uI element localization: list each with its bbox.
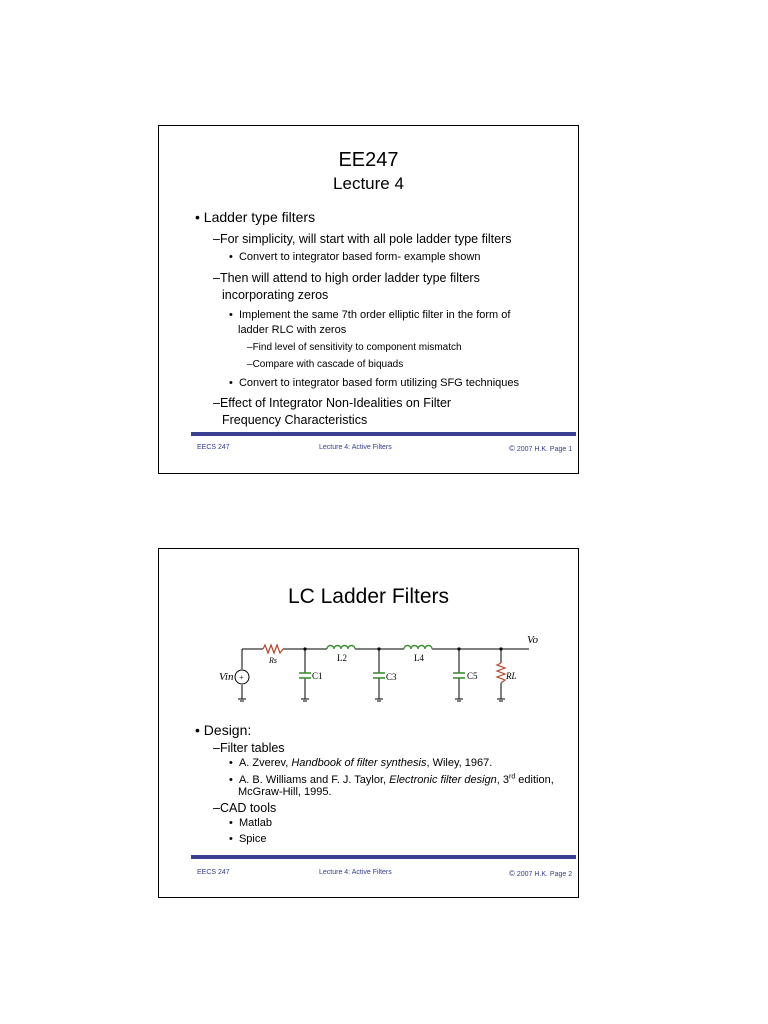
- bullet-text: Design:: [203, 722, 252, 738]
- ref-book-title: Electronic filter design: [389, 774, 497, 786]
- footer-lecture: Lecture 4: Active Filters: [319, 869, 392, 876]
- footer-rule: [191, 432, 576, 436]
- bullet-text: Filter tables: [219, 741, 285, 755]
- label-c1: C1: [312, 671, 323, 681]
- footer-course: EECS 247: [197, 869, 230, 876]
- bullet-text: Matlab: [238, 817, 272, 829]
- bullet-level3: • Spice: [229, 833, 267, 845]
- bullet-continuation: Frequency Characteristics: [222, 413, 368, 427]
- slide-subtitle: Lecture 4: [333, 174, 404, 193]
- label-l2: L2: [337, 653, 347, 663]
- bullet-level3: • Convert to integrator based form- example shown: [229, 251, 481, 263]
- inductor-l2: [327, 646, 355, 650]
- slide-2: [158, 548, 579, 898]
- bullet-level2: –Filter tables: [213, 741, 285, 755]
- ref-author: A. Zverev,: [238, 757, 292, 769]
- bullet-level2: –For simplicity, will start with all pole ladder type filters: [213, 232, 512, 246]
- capacitor-c5: [453, 673, 465, 678]
- label-l4: L4: [414, 653, 424, 663]
- bullet-text: Compare with cascade of biquads: [252, 359, 404, 370]
- bullet-continuation: incorporating zeros: [222, 288, 329, 302]
- label-rs: Rs: [269, 656, 277, 665]
- label-vo: Vo: [527, 634, 538, 646]
- bullet-level3: • Implement the same 7th order elliptic filter in the form of: [229, 309, 511, 321]
- ref-publisher: , Wiley, 1967.: [426, 757, 493, 769]
- bullet-text: Effect of Integrator Non-Idealities on Filter: [219, 396, 452, 410]
- bullet-continuation: ladder RLC with zeros: [238, 324, 347, 336]
- bullet-text: Implement the same 7th order elliptic filter in the form of: [238, 309, 511, 321]
- bullet-text: CAD tools: [219, 801, 277, 815]
- bullet-level1: • Design:: [195, 722, 252, 738]
- footer-lecture: Lecture 4: Active Filters: [319, 444, 392, 451]
- bullet-level2: –Then will attend to high order ladder type filters: [213, 271, 480, 285]
- bullet-text: For simplicity, will start with all pole ladder type filters: [219, 232, 512, 246]
- bullet-level3: • Matlab: [229, 817, 272, 829]
- bullet-level3: • Convert to integrator based form utilizing SFG techniques: [229, 377, 519, 389]
- footer-page-text: 2007 H.K. Page 2: [516, 871, 573, 878]
- ref-edition-suffix: rd: [509, 773, 516, 781]
- footer-course: EECS 247: [197, 444, 230, 451]
- ref-book-title: Handbook of filter synthesis: [291, 757, 427, 769]
- label-c3: C3: [386, 672, 397, 682]
- slide-title: LC Ladder Filters: [287, 585, 450, 608]
- bullet-level4: –Compare with cascade of biquads: [247, 359, 404, 370]
- lc-ladder-circuit-diagram: [159, 627, 578, 717]
- bullet-level4: –Find level of sensitivity to component mismatch: [247, 342, 462, 353]
- bullet-text: Spice: [238, 833, 267, 845]
- bullet-continuation: McGraw-Hill, 1995.: [238, 786, 332, 798]
- ref-author: A. B. Williams and F. J. Taylor,: [238, 774, 390, 786]
- bullet-level2: –CAD tools: [213, 801, 277, 815]
- capacitor-c1: [299, 673, 311, 678]
- svg-text:+: +: [239, 673, 244, 682]
- resistor-rs: [263, 645, 283, 653]
- bullet-text: Find level of sensitivity to component mismatch: [252, 342, 462, 353]
- capacitor-c3: [373, 673, 385, 678]
- ref-edition: , 3: [496, 774, 509, 786]
- slide-1: [158, 125, 579, 474]
- footer-page: [509, 444, 572, 453]
- bullet-text: Then will attend to high order ladder type filters: [219, 271, 480, 285]
- bullet-level3-reference: • A. B. Williams and F. J. Taylor, Electronic filter design, 3rd edition,: [229, 773, 554, 786]
- footer-page-text: 2007 H.K. Page 1: [516, 446, 573, 453]
- copyright-icon: ©: [509, 444, 515, 453]
- footer-rule: [191, 855, 576, 859]
- bullet-text: Convert to integrator based form utilizing SFG techniques: [238, 377, 519, 389]
- slide-title: EE247: [338, 149, 399, 171]
- footer-page: [509, 869, 572, 878]
- bullet-text: Convert to integrator based form- example shown: [238, 251, 481, 263]
- ground-icon: [238, 699, 505, 701]
- copyright-icon: ©: [509, 869, 515, 878]
- voltage-source-icon: [235, 670, 249, 684]
- bullet-text: Ladder type filters: [203, 209, 316, 225]
- bullet-level1: • Ladder type filters: [195, 209, 316, 225]
- label-c5: C5: [467, 671, 478, 681]
- label-rl: RL: [506, 671, 517, 681]
- label-vin: Vin: [219, 671, 234, 683]
- resistor-rl: [497, 663, 505, 683]
- bullet-level3-reference: • A. Zverev, Handbook of filter synthesis, Wiley, 1967.: [229, 757, 493, 769]
- bullet-level2: –Effect of Integrator Non-Idealities on Filter: [213, 396, 452, 410]
- inductor-l4: [404, 646, 432, 650]
- ref-edition-word: edition,: [515, 774, 554, 786]
